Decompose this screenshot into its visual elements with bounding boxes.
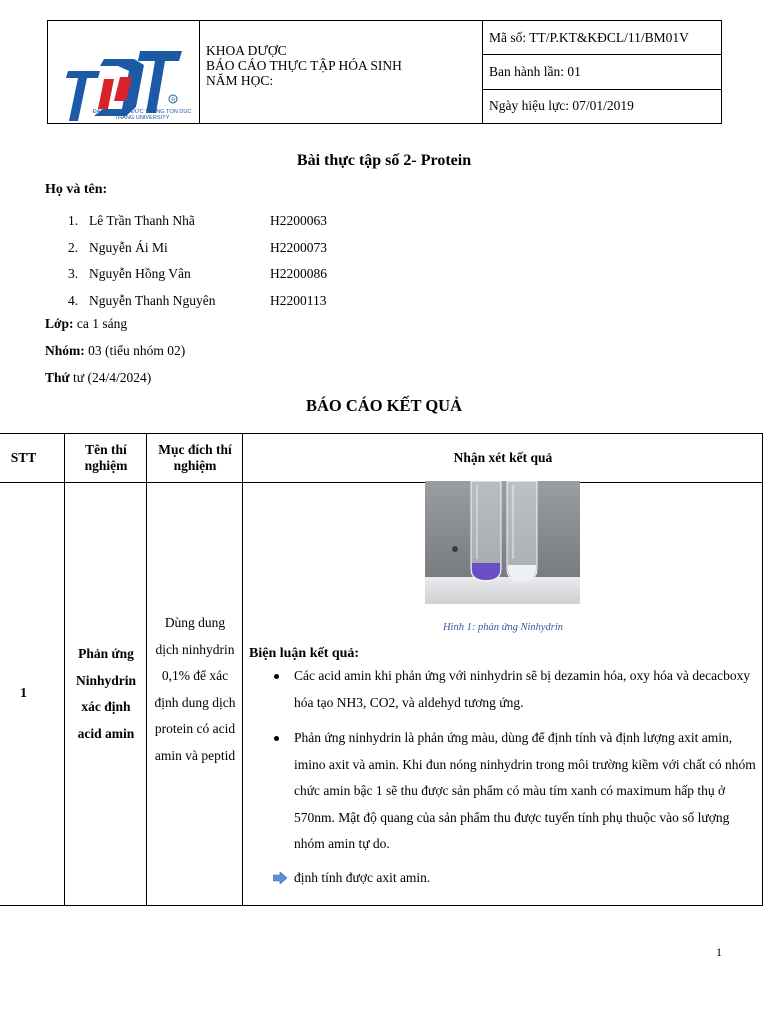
header-title-block bbox=[200, 21, 483, 123]
member-name: Nguyễn Ái Mi bbox=[89, 239, 168, 255]
member-name: Nguyễn Thanh Nguyên bbox=[89, 292, 216, 308]
conclusion bbox=[273, 870, 430, 886]
figure-caption: Hình 1: phản ứng Ninhydrin bbox=[442, 622, 564, 633]
edition-number: Ban hành lần: 01 bbox=[483, 55, 721, 89]
member-list bbox=[68, 208, 388, 314]
header-stt: STT bbox=[10, 450, 37, 465]
bullet-dot-icon bbox=[274, 736, 279, 741]
row-purpose: Dùng dung dịch ninhydrin 0,1% để xác định dung dịch protein có acid amin và peptid bbox=[154, 615, 236, 763]
discussion-heading: Biện luận kết quả: bbox=[249, 646, 360, 661]
row-stt: 1 bbox=[20, 686, 27, 701]
day-info bbox=[45, 370, 151, 386]
member-name: Lê Trần Thanh Nhã bbox=[89, 213, 195, 229]
class-value: ca 1 sáng bbox=[73, 316, 128, 331]
header-experiment-name: Tên thí nghiệm bbox=[84, 442, 128, 473]
group-value: 03 (tiểu nhóm 02) bbox=[84, 343, 186, 358]
report-name: BÁO CÁO THỰC TẬP HÓA SINH bbox=[206, 58, 402, 73]
discussion-bullet bbox=[274, 725, 756, 858]
effective-date: Ngày hiệu lực: 07/01/2019 bbox=[489, 98, 634, 114]
member-row bbox=[68, 235, 388, 262]
group-info bbox=[45, 343, 185, 359]
arrow-right-icon bbox=[273, 872, 287, 884]
member-index: 1. bbox=[68, 213, 79, 229]
faculty-name: KHOA DƯỢC bbox=[206, 43, 287, 58]
discussion-bullet bbox=[274, 663, 756, 716]
class-label: Lớp: bbox=[45, 316, 74, 331]
conclusion-text: định tính được axit amin. bbox=[294, 870, 431, 885]
day-value: tư (24/4/2024) bbox=[69, 370, 152, 385]
tdt-logo-icon bbox=[48, 21, 198, 123]
member-row bbox=[68, 208, 388, 235]
document-code: Mã số: TT/P.KT&KĐCL/11/BM01V bbox=[483, 21, 721, 55]
member-index: 4. bbox=[68, 292, 79, 308]
header-purpose: Mục đích thí nghiệm bbox=[158, 442, 232, 473]
day-label: Thứ bbox=[45, 370, 70, 385]
member-id: H2200073 bbox=[270, 239, 327, 255]
academic-year-label: NĂM HỌC: bbox=[206, 73, 274, 88]
member-id: H2200086 bbox=[270, 266, 327, 282]
member-row bbox=[68, 261, 388, 288]
member-row bbox=[68, 288, 388, 315]
bullet-text: Phản ứng ninhydrin là phản ứng màu, dùng để định tính và định lượng axit amin, imino axit và amin. Khi đun nóng ninhydrin trong môi trường kiềm với chất có nhóm chức amin bậc 1 sẽ thu được sản phẩm có màu tím xanh có maximum hấp thụ ở 570nm. Mật độ quang của sản phẩm thu được tuyến tính phụ thuộc vào số lượng nhóm amin tự do. bbox=[294, 730, 756, 851]
class-info bbox=[45, 316, 127, 332]
members-heading: Họ và tên: bbox=[45, 182, 108, 197]
member-id: H2200113 bbox=[270, 292, 327, 308]
university-logo bbox=[48, 21, 200, 123]
logo-caption: ĐẠI HỌC TÔN ĐỨC THẮNG TON DUC THANG UNIVERSITY bbox=[92, 109, 192, 121]
report-title: Bài thực tập số 2- Protein bbox=[296, 152, 472, 169]
row-experiment-name: Phản ứng Ninhydrin xác định acid amin bbox=[75, 646, 137, 741]
group-label: Nhóm: bbox=[45, 343, 85, 358]
header-result: Nhận xét kết quả bbox=[453, 450, 553, 465]
svg-text:R: R bbox=[171, 97, 176, 104]
member-id: H2200063 bbox=[270, 213, 327, 229]
results-title: BÁO CÁO KẾT QUẢ bbox=[305, 396, 462, 415]
member-index: 2. bbox=[68, 239, 79, 255]
header-meta bbox=[483, 21, 721, 123]
bullet-text: Các acid amin khi phản ứng với ninhydrin sẽ bị dezamin hóa, oxy hóa và decacboxy hóa tạo NH3, CO2, và aldehyd tương ứng. bbox=[294, 668, 751, 710]
member-index: 3. bbox=[68, 266, 79, 282]
ninhydrin-test-tubes-photo bbox=[425, 481, 580, 604]
page-number: 1 bbox=[716, 945, 722, 959]
member-name: Nguyễn Hồng Vân bbox=[89, 266, 191, 282]
document-header bbox=[47, 20, 722, 124]
bullet-dot-icon bbox=[274, 674, 279, 679]
